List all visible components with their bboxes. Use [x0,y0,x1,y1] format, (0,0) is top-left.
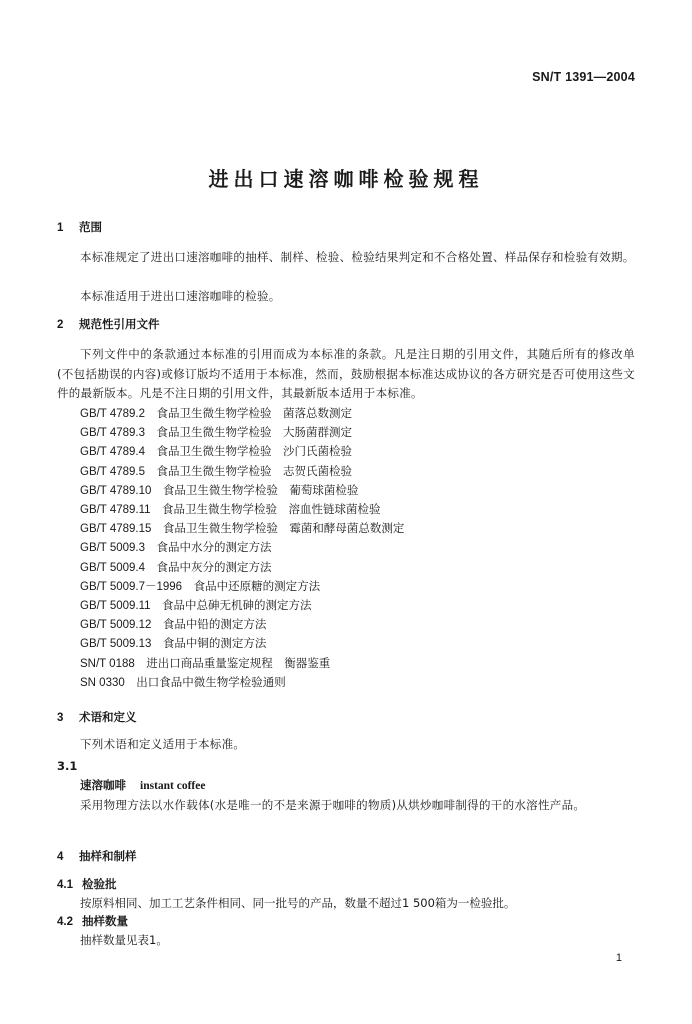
section-1-paragraph-2: 本标准适用于进出口速溶咖啡的检验。 [80,289,281,303]
reference-item [80,635,266,651]
reference-title: 食品中铅的测定方法 [162,617,267,632]
reference-code: GB/T 4789.3 [80,427,145,440]
section-3-paragraph-1: 下列术语和定义适用于本标准。 [80,737,246,751]
section-2-paragraph-1: 下列文件中的条款通过本标准的引用而成为本标准的条款。凡是注日期的引用文件，其随后所有的修改单(不包括勘误的内容)或修订版均不适用于本标准，然而，鼓励根据本标准达成协议的各方研究是否可使用这些文件的最新版本。凡是不注日期的引用文件，其最新版本适用于本标准。 [57,347,635,400]
reference-code: GB/T 4789.4 [80,446,145,459]
subsection-4-2-text: 抽样数量见表1。 [80,933,168,947]
reference-title: 食品卫生微生物学检验 菌落总数测定 [156,406,352,420]
reference-item [80,463,352,479]
reference-code: GB/T 5009.13 [80,638,152,651]
reference-title: 食品卫生微生物学检验 霉菌和酵母菌总数测定 [162,521,405,536]
reference-code: GB/T 5009.11 [80,600,151,612]
subsection-4-2-heading [57,914,128,930]
reference-gap [145,540,157,554]
page-number: 1 [615,952,622,964]
term-english: instant coffee [140,780,206,792]
reference-gap [145,560,157,574]
section-1-paragraph-1: 本标准规定了进出口速溶咖啡的抽样、制样、检验、检验结果判定和不合格处置、样品保存和检验有效期。 [80,250,635,264]
subsection-3-1-number [57,759,77,774]
reference-code: GB/T 5009.3 [80,542,145,555]
reference-item [80,482,358,498]
reference-title: 食品卫生微生物学检验 溶血性链球菌检验 [162,502,381,516]
reference-title: 食品卫生微生物学检验 志贺氏菌检验 [156,463,352,478]
reference-title: 食品中铜的测定方法 [162,636,267,651]
section-number: 4 [57,851,64,863]
subsection-title: 检验批 [82,877,117,891]
reference-title: 食品中还原糖的测定方法 [193,578,321,593]
reference-gap [145,425,157,439]
reference-title: 食品中水分的测定方法 [156,540,272,555]
document-title: 进出口速溶咖啡检验规程 [208,167,484,191]
reference-item [80,597,312,613]
term-definition: 采用物理方法以水作载体(水是唯一的不是来源于咖啡的物质)从烘炒咖啡制得的干的水溶性产品。 [80,798,586,812]
reference-gap [125,675,137,689]
reference-gap [182,579,194,593]
reference-code: GB/T 5009.7－1996 [80,580,183,593]
reference-title: 出口食品中微生物学检验通则 [136,674,286,689]
subsection-number: 4.1 [57,879,73,891]
reference-title: 食品卫生微生物学检验 沙门氏菌检验 [156,444,352,459]
reference-title: 食品卫生微生物学检验 葡萄球菌检验 [162,482,359,497]
term-entry [80,778,205,794]
reference-code: GB/T 4789.15 [80,523,152,536]
reference-gap [145,444,157,458]
section-number: 2 [57,319,64,331]
reference-code: GB/T 4789.11 [80,504,151,516]
reference-item [80,559,272,575]
subsection-number: 4.2 [57,916,73,928]
subsection-4-1-heading [57,877,117,893]
reference-code: GB/T 4789.2 [80,408,145,420]
subsection-number: 3.1 [57,759,78,773]
reference-gap [151,483,163,497]
reference-gap [151,598,163,612]
reference-title: 食品卫生微生物学检验 大肠菌群测定 [156,425,352,440]
subsection-title: 抽样数量 [82,914,128,928]
reference-gap [151,636,163,650]
reference-item [80,405,352,421]
reference-item [80,520,404,536]
reference-item [80,443,352,459]
reference-code: GB/T 5009.4 [80,561,145,574]
section-title: 抽样和制样 [79,849,137,863]
section-3-heading [57,710,137,726]
reference-gap [145,464,157,478]
reference-item [80,424,352,440]
subsection-4-1-text: 按原料相同、加工工艺条件相同、同一批号的产品，数量不超过1 500箱为一检验批。 [80,896,516,910]
reference-code: SN/T 0188 [80,657,135,670]
reference-gap [151,617,163,631]
standard-code: SN/T 1391—2004 [532,70,635,84]
section-title: 术语和定义 [79,710,137,724]
reference-item [80,674,286,690]
reference-item [80,539,272,555]
reference-code: SN 0330 [80,676,125,689]
reference-gap [145,406,157,420]
reference-code: GB/T 5009.12 [80,619,152,632]
reference-title: 食品中总砷无机砷的测定方法 [162,598,312,612]
reference-gap [151,521,163,535]
reference-title: 食品中灰分的测定方法 [156,559,272,574]
section-title: 规范性引用文件 [79,317,160,331]
section-number: 3 [57,712,64,724]
reference-item [80,578,320,594]
section-4-heading [57,849,137,865]
section-number: 1 [57,222,64,234]
section-2-heading [57,317,160,333]
reference-item [80,501,381,517]
section-title: 范围 [79,220,102,234]
term-chinese: 速溶咖啡 [80,778,126,792]
section-1-heading [57,220,102,236]
reference-gap [151,502,163,516]
reference-code: GB/T 4789.10 [80,484,152,497]
reference-code: GB/T 4789.5 [80,465,145,478]
reference-title: 进出口商品重量鉴定规程 衡器鉴重 [146,655,331,670]
reference-item [80,616,266,632]
reference-gap [135,656,147,670]
reference-item [80,655,330,671]
